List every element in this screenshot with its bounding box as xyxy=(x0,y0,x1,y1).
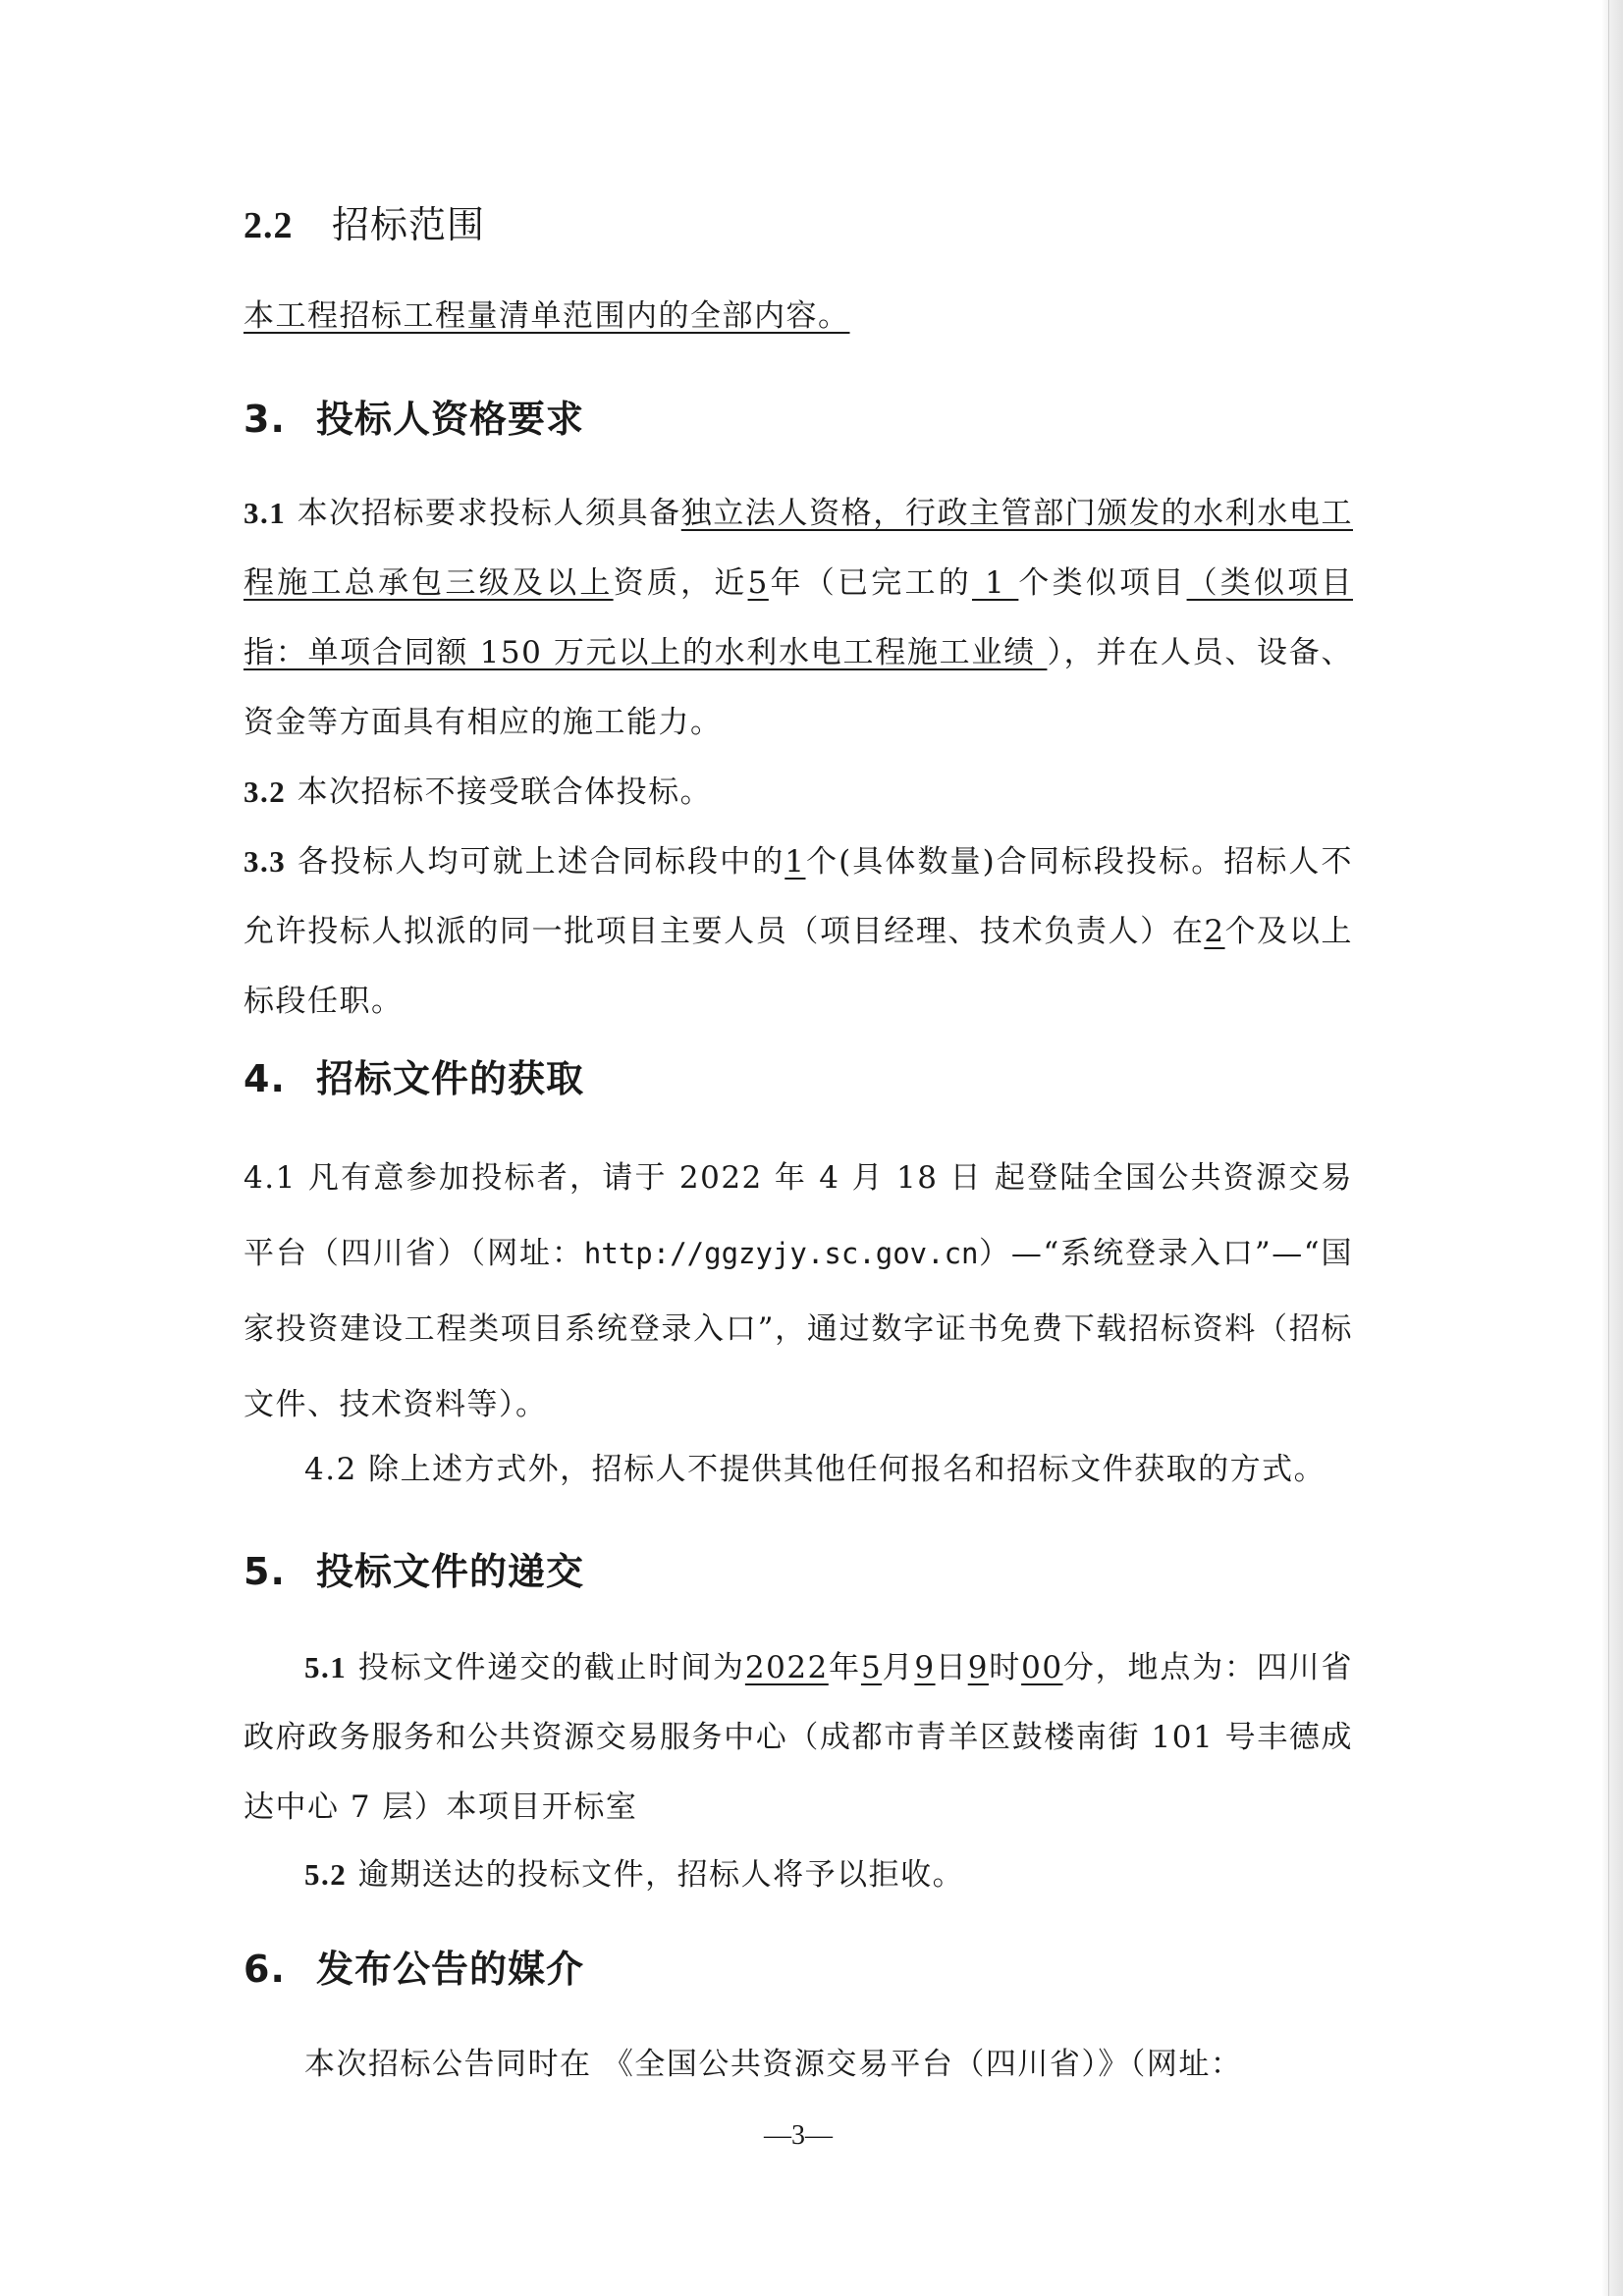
text-run: 各投标人均可就上述合同标段中的 xyxy=(286,844,785,880)
paragraph-5-2 xyxy=(243,1840,1353,1910)
paragraph-5-1 xyxy=(243,1632,1353,1842)
paragraph-4-2 xyxy=(243,1435,1353,1505)
heading-3 xyxy=(243,389,584,443)
clause-number: 3.1 xyxy=(243,496,287,530)
paragraph-scope xyxy=(243,282,1353,351)
heading-title: 招标范围 xyxy=(332,203,486,246)
underlined-similar-project: （类似项目指：单项合同额 150 万元以上的水利水电工程施工业绩 xyxy=(243,565,1354,670)
deadline-minute: 00 xyxy=(1021,1650,1063,1685)
text-run: 逾期送达的投标文件，招标人将予以拒收。 xyxy=(347,1857,965,1893)
clause-number: 3.2 xyxy=(243,774,287,809)
heading-title: 投标人资格要求 xyxy=(316,398,585,441)
underlined-section-count: 1 xyxy=(784,844,806,880)
text-run: 时 xyxy=(988,1650,1022,1685)
underlined-qualification: 独立法人资格，行政主管部门颁发的水利水电工程施工总承包三级及以上 xyxy=(243,496,1353,601)
deadline-day: 9 xyxy=(914,1650,936,1685)
heading-number: 5. xyxy=(243,1550,286,1593)
text-run: 本次招标公告同时在 《全国公共资源交易平台（四川省）》（网址： xyxy=(304,2047,1243,2082)
heading-4 xyxy=(243,1048,584,1102)
heading-title: 招标文件的获取 xyxy=(316,1057,585,1100)
text-run: 月 xyxy=(882,1650,915,1685)
clause-number: 5.1 xyxy=(304,1650,348,1684)
heading-number: 6. xyxy=(243,1948,286,1991)
platform-url: http://ggzyjy.sc.gov.cn xyxy=(583,1237,979,1270)
text-run: 4.2 除上述方式外，招标人不提供其他任何报名和招标文件获取的方式。 xyxy=(304,1452,1326,1487)
text-run: ）—“系统登录入口”—“国家投资建设工程类项目系统登录入口”，通过数字证书免费下载招标资料（招标文件、技术资料等）。 xyxy=(243,1236,1354,1422)
text-run: 本次招标不接受联合体投标。 xyxy=(286,774,713,810)
paragraph-4-1 xyxy=(243,1141,1353,1443)
scan-border-line xyxy=(1608,0,1609,2296)
deadline-hour: 9 xyxy=(967,1650,989,1685)
underlined-project-count: 1 xyxy=(971,565,1019,601)
text-run: 投标文件递交的截止时间为 xyxy=(347,1650,745,1685)
text-run: 年（已完工的 xyxy=(768,565,972,601)
paragraph-3-1 xyxy=(243,478,1353,758)
text-run: 个及以上标段任职。 xyxy=(243,914,1354,1019)
heading-6 xyxy=(243,1939,584,1993)
heading-5 xyxy=(243,1541,584,1595)
scope-text: 本工程招标工程量清单范围内的全部内容。 xyxy=(243,298,850,334)
heading-number: 3. xyxy=(243,398,286,441)
deadline-month: 5 xyxy=(860,1650,883,1685)
underlined-years: 5 xyxy=(747,565,769,601)
underlined-section-limit: 2 xyxy=(1204,914,1225,949)
deadline-year: 2022 xyxy=(744,1650,829,1685)
text-run: 资质，近 xyxy=(613,565,748,601)
heading-title: 发布公告的媒介 xyxy=(316,1948,585,1991)
clause-number: 3.3 xyxy=(243,844,287,879)
text-run: 4.1 凡有意参加投标者，请于 2022 年 4 月 18 日 起登陆全国公共资源交易平台（四川省）（网址： xyxy=(243,1160,1353,1271)
text-run: 分，地点为：四川省政府政务服务和公共资源交易服务中心（成都市青羊区鼓楼南街 101 号丰德成达中心 7 层）本项目开标室 xyxy=(243,1650,1354,1825)
paragraph-3-3 xyxy=(243,827,1353,1037)
text-run: 个类似项目 xyxy=(1018,565,1187,601)
text-run: 日 xyxy=(935,1650,968,1685)
heading-title: 投标文件的递交 xyxy=(316,1550,585,1593)
paragraph-3-2 xyxy=(243,757,1353,828)
page-number: —3— xyxy=(764,2120,833,2151)
heading-2-2 xyxy=(243,194,485,248)
scan-edge xyxy=(1601,0,1623,2296)
paragraph-6 xyxy=(243,2030,1353,2100)
heading-number: 2.2 xyxy=(243,205,294,246)
heading-number: 4. xyxy=(243,1057,286,1100)
text-run: ），并在人员、设备、资金等方面具有相应的施工能力。 xyxy=(243,635,1354,740)
text-run: 本次招标要求投标人须具备 xyxy=(286,496,681,531)
text-run: 年 xyxy=(828,1650,861,1685)
clause-number: 5.2 xyxy=(304,1857,348,1892)
text-run: 个(具体数量)合同标段投标。招标人不允许投标人拟派的同一批项目主要人员（项目经理、技术负责人）在 xyxy=(243,844,1353,949)
